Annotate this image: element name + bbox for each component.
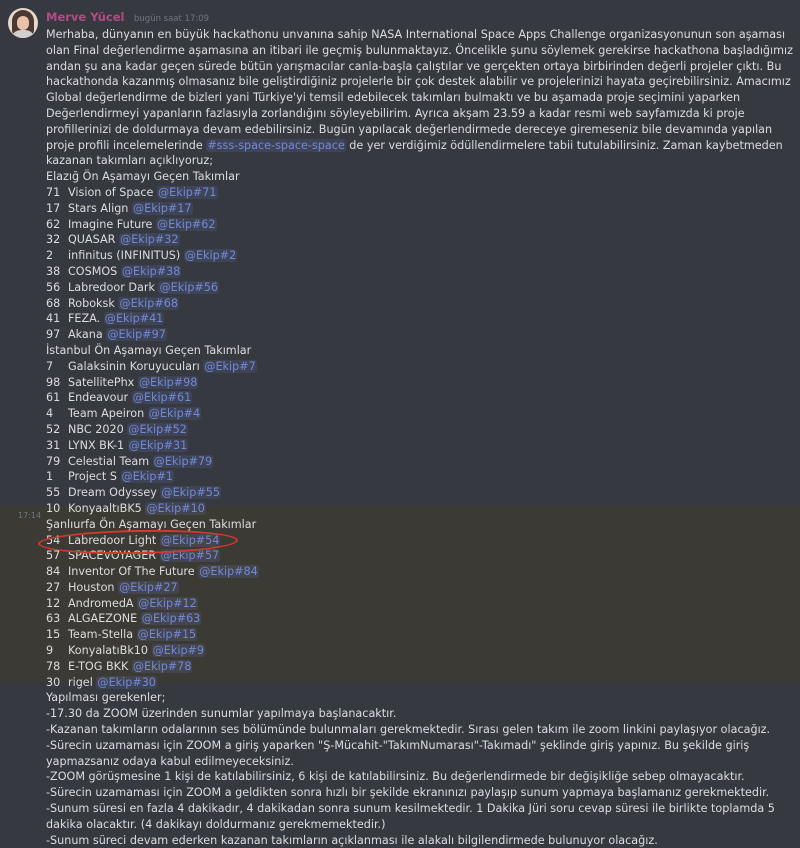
team-number: 97 [46,328,61,342]
team-row [46,185,796,201]
team-name: NBC 2020 [68,422,124,436]
rule-item: -Kazanan takımların odalarının ses bölümünde bulunmaları gerekmektedir. Sırası gelen takım ile zoom linkini paylaşıyor olacağız. [46,723,771,737]
timestamp: bugün saat 17:09 [134,14,210,24]
group-title: Elazığ Ön Aşamayı Geçen Takımlar [46,170,240,184]
team-name: rigel [68,675,93,689]
team-number: 41 [46,312,61,326]
team-name: Vision of Space [68,185,154,199]
team-row [46,390,796,406]
team-row [46,469,796,485]
team-row [46,596,796,612]
team-mention[interactable]: @Ekip#54 [160,533,220,547]
intro-text: Merhaba, dünyanın en büyük hackathonu unvanına sahip NASA International Space Apps Challenge organizasyonunun son aşaması olan Final değerlendirme aşamasına an itibari ile geçmiş bulunmaktayız. Öncelikle şunu söylemek gerekirse hackathona başladığımız andan şu ana kadar geçen sürede bütün yarışmacılar canla-başla çalıştılar ve gerçekten ortaya birbirinden değerli projeler çıktı. Bu hackathonda kazanmış olmasanız bile geliştirdiğiniz projelerle bir çok destek alabilir ve projelerinizi hayata geçirebilirsiniz. Amacımız Global değerlendirme de bizleri yani Türkiye'yi temsil edebilecek takımları bulmaktı ve bu aşamada proje seçimini yaparken Değerlendirmeyi yapanların fazlasıyla zorlandığını söyleyebilirim. Ayrıca akşam 23.59 a kadar resmi web sayfamızda ki proje profillerinizi de doldurmaya devam edebilirsiniz. Bugün yapılacak değerlendirmede dereceye giremeseniz bile devamında yapılan proje profili incelemelerinde [46,28,794,152]
team-row [46,675,796,691]
team-number: 55 [46,486,61,500]
rule-item: -Sunum süreci devam ederken kazanan takımların açıklanması ile alakalı bilgilendirmede bulunuyor olacağız. [46,833,658,847]
team-mention[interactable]: @Ekip#97 [107,328,166,342]
team-name: Team Apeiron [68,407,145,421]
username[interactable]: Merve Yücel [46,10,125,24]
team-row [46,485,796,501]
team-number: 57 [46,549,61,563]
team-row [46,406,796,422]
team-mention[interactable]: @Ekip#17 [132,201,192,215]
team-name: Labredoor Light [68,533,157,547]
rule-item: -Sunum süresi en fazla 4 dakikadır, 4 dakikadan sonra sunum kesilmektedir. 1 Dakika Jüri soru cevap süresi ile birlikte toplamda 5 dakika olacaktır. (4 dakikayı doldurmanız gerekmemektedir.) [46,802,775,831]
group-title: İstanbul Ön Aşamayı Geçen Takımlar [46,343,252,357]
team-name: COSMOS [68,264,118,278]
team-name: Houston [68,580,115,594]
team-row [46,627,796,643]
team-name: E-TOG BKK [68,659,129,673]
rule-item: -Sürecin uzamaması için ZOOM a geldikten sonra hızlı bir şekilde ekranınızı paylaşıp sunum yapmaya başlamanız gerekmektedir. [46,786,770,800]
rule-item: -17.30 da ZOOM üzerinden sunumlar yapılmaya başlanacaktır. [46,707,397,721]
group-title: Şanlıurfa Ön Aşamayı Geçen Takımlar [46,517,257,531]
team-name: Inventor Of The Future [68,565,195,579]
team-mention[interactable]: @Ekip#68 [119,296,178,310]
team-row [46,264,796,280]
team-name: Celestial Team [68,454,150,468]
team-number: 61 [46,391,61,405]
side-timestamp: 17:14 [18,511,42,520]
team-mention[interactable]: @Ekip#52 [128,422,187,436]
team-mention[interactable]: @Ekip#63 [141,612,201,626]
team-row [46,201,796,217]
team-name: KonyaaltıBK5 [68,501,142,515]
team-name: Labredoor Dark [68,280,155,294]
channel-mention[interactable]: #sss-space-space-space [207,138,345,152]
team-number: 32 [46,233,61,247]
team-number: 54 [46,533,61,547]
team-name: Endeavour [68,391,129,405]
team-name: KonyalatıBk10 [68,644,149,658]
team-row [46,438,796,454]
message-content [46,27,796,848]
team-mention[interactable]: @Ekip#62 [156,217,216,231]
team-mention[interactable]: @Ekip#10 [146,501,205,515]
team-row [46,296,796,312]
team-mention[interactable]: @Ekip#2 [184,249,237,263]
team-mention[interactable]: @Ekip#38 [121,264,181,278]
team-mention[interactable]: @Ekip#41 [104,312,164,326]
team-name: QUASAR [68,233,116,247]
team-number: 52 [46,422,61,436]
team-mention[interactable]: @Ekip#31 [128,438,188,452]
team-row [46,659,796,675]
team-number: 2 [46,249,54,263]
team-name: SatellitePhx [68,375,135,389]
rules-heading: Yapılması gerekenler; [46,691,166,705]
team-mention[interactable]: @Ekip#56 [159,280,219,294]
team-row [46,248,796,264]
team-number: 78 [46,659,61,673]
team-number: 7 [46,359,54,373]
team-name: Akana [68,328,103,342]
team-number: 12 [46,596,61,610]
team-mention[interactable]: @Ekip#9 [152,644,205,658]
team-row [46,375,796,391]
team-name: Roboksk [68,296,115,310]
team-mention[interactable]: @Ekip#61 [132,391,192,405]
team-number: 30 [46,675,61,689]
team-number: 38 [46,264,61,278]
team-mention[interactable]: @Ekip#4 [148,407,201,421]
team-mention[interactable]: @Ekip#57 [160,549,220,563]
team-name: Stars Align [68,201,129,215]
rule-item: -Sürecin uzamaması için ZOOM a giriş yaparken "Ş-Mücahit-"TakımNumarası"-Takımadı" şeklinde giriş yapınız. Bu şekilde giriş yapmazsanız odaya kabul edilmeyeceksiniz. [46,738,750,768]
team-row [46,280,796,296]
team-name: AndromedA [68,596,134,610]
team-number: 27 [46,580,61,594]
team-row [46,232,796,248]
team-name: LYNX BK-1 [68,438,125,452]
team-name: FEZA. [68,312,101,326]
intro-text-end: de yer verdiğimiz ödüllendirmelere tabii tutulabilirsiniz. Zaman kaybetmeden kazanan takımları açıklıyoruz; [46,138,783,168]
team-number: 79 [46,454,61,468]
team-row [46,217,796,233]
team-number: 31 [46,438,61,452]
team-row [46,580,796,596]
intro-paragraph [46,27,796,169]
rule-item: -ZOOM görüşmesine 1 kişi de katılabilirsiniz, 6 kişi de katılabilirsiniz. Bu değerlendirmede bir değişikliğe sebep olmayacaktır. [46,770,745,784]
team-mention[interactable]: @Ekip#12 [138,596,197,610]
team-mention[interactable]: @Ekip#84 [199,565,258,579]
team-name: Galaksinin Koruyucuları [68,359,200,373]
team-row [46,454,796,470]
team-number: 15 [46,628,61,642]
team-mention[interactable]: @Ekip#78 [132,659,192,673]
team-mention[interactable]: @Ekip#71 [157,185,217,199]
team-row [46,311,796,327]
team-mention[interactable]: @Ekip#55 [161,486,220,500]
team-row [46,501,796,517]
avatar[interactable] [8,8,38,38]
team-name: SPACEVOYAGER [68,549,157,563]
team-row [46,422,796,438]
team-number: 56 [46,280,61,294]
team-row [46,611,796,627]
team-number: 84 [46,565,61,579]
team-row [46,564,796,580]
team-mention[interactable]: @Ekip#79 [153,454,213,468]
team-number: 63 [46,612,61,626]
team-mention[interactable]: @Ekip#7 [204,359,256,373]
team-number: 1 [46,470,54,484]
team-row [46,643,796,659]
team-mention[interactable]: @Ekip#27 [119,580,178,594]
team-mention[interactable]: @Ekip#30 [97,675,156,689]
team-groups [46,169,796,690]
team-number: 98 [46,375,61,389]
team-number: 71 [46,185,61,199]
message-header [46,10,209,28]
team-name: Team-Stella [68,628,134,642]
team-name: Imagine Future [68,217,153,231]
team-number: 17 [46,201,61,215]
team-name: infinitus (INFINITUS) [68,249,181,263]
team-mention[interactable]: @Ekip#1 [121,470,173,484]
team-number: 10 [46,501,61,515]
team-name: Dream Odyssey [68,486,157,500]
team-mention[interactable]: @Ekip#15 [137,628,197,642]
team-mention[interactable]: @Ekip#32 [119,233,179,247]
team-mention[interactable]: @Ekip#98 [138,375,198,389]
team-row [46,359,796,375]
team-number: 68 [46,296,61,310]
team-name: Project S [68,470,117,484]
rules-list [46,690,796,848]
team-number: 62 [46,217,61,231]
team-row [46,327,796,343]
team-name: ALGAEZONE [68,612,138,626]
team-number: 9 [46,644,54,658]
team-number: 4 [46,407,54,421]
